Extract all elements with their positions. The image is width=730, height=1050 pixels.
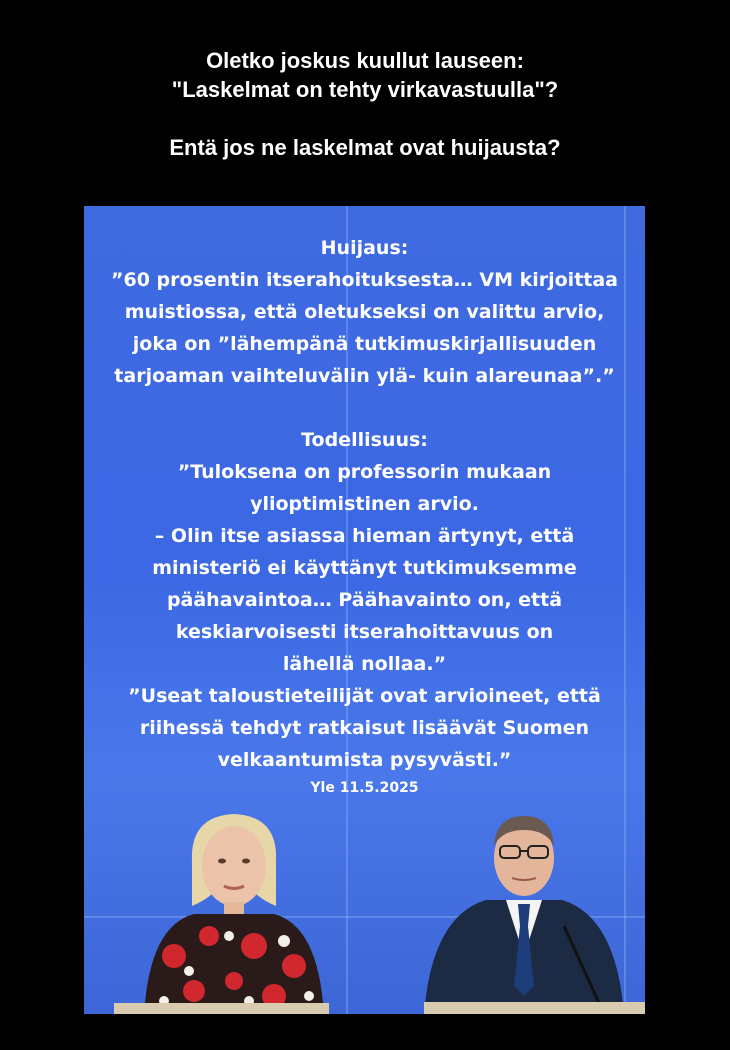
source-label: Yle 11.5.2025 [310, 780, 419, 796]
quote-line: ministeriö ei käyttänyt tutkimuksemme [152, 557, 577, 579]
header-line-2: "Laskelmat on tehty virkavastuulla"? [171, 77, 559, 102]
header-line-1: Oletko joskus kuullut lauseen: [206, 48, 524, 73]
man-photo-figure [414, 796, 634, 1014]
quote-text [84, 232, 645, 800]
quote-line: lähellä nollaa.” [282, 653, 447, 675]
quote-line: joka on ”lähempänä tutkimuskirjallisuuden [132, 333, 597, 355]
quote-line: riihessä tehdyt ratkaisut lisäävät Suomen [139, 717, 590, 739]
quote-line: ”Useat taloustieteilijät ovat arvioineet, että [128, 685, 601, 707]
huijaus-heading: Huijaus: [320, 237, 409, 259]
quote-line: muistiossa, että oletukseksi on valittu arvio, [124, 301, 605, 323]
podium-left [114, 1003, 329, 1014]
quote-line: tarjoaman vaihteluvälin ylä- kuin alareunaa”.” [114, 365, 615, 387]
quote-line: päähavaintoa… Päähavainto on, että [166, 589, 563, 611]
quote-line: ”Tuloksena on professorin mukaan [177, 461, 552, 483]
quote-line: keskiarvoisesti itserahoittavuus on [175, 621, 554, 643]
podium-right [424, 1002, 645, 1014]
quote-line: – Olin itse asiassa hieman ärtynyt, että [154, 525, 575, 547]
todellisuus-heading: Todellisuus: [301, 429, 428, 451]
woman-photo-figure [134, 806, 334, 1014]
header-line-3: Entä jos ne laskelmat ovat huijausta? [169, 135, 561, 160]
quote-line: ”60 prosentin itserahoituksesta… VM kirjoittaa [111, 269, 618, 291]
quote-panel [84, 206, 645, 1014]
quote-line: ylioptimistinen arvio. [250, 493, 479, 515]
header-text [0, 46, 730, 162]
quote-line: velkaantumista pysyvästi.” [217, 749, 512, 771]
